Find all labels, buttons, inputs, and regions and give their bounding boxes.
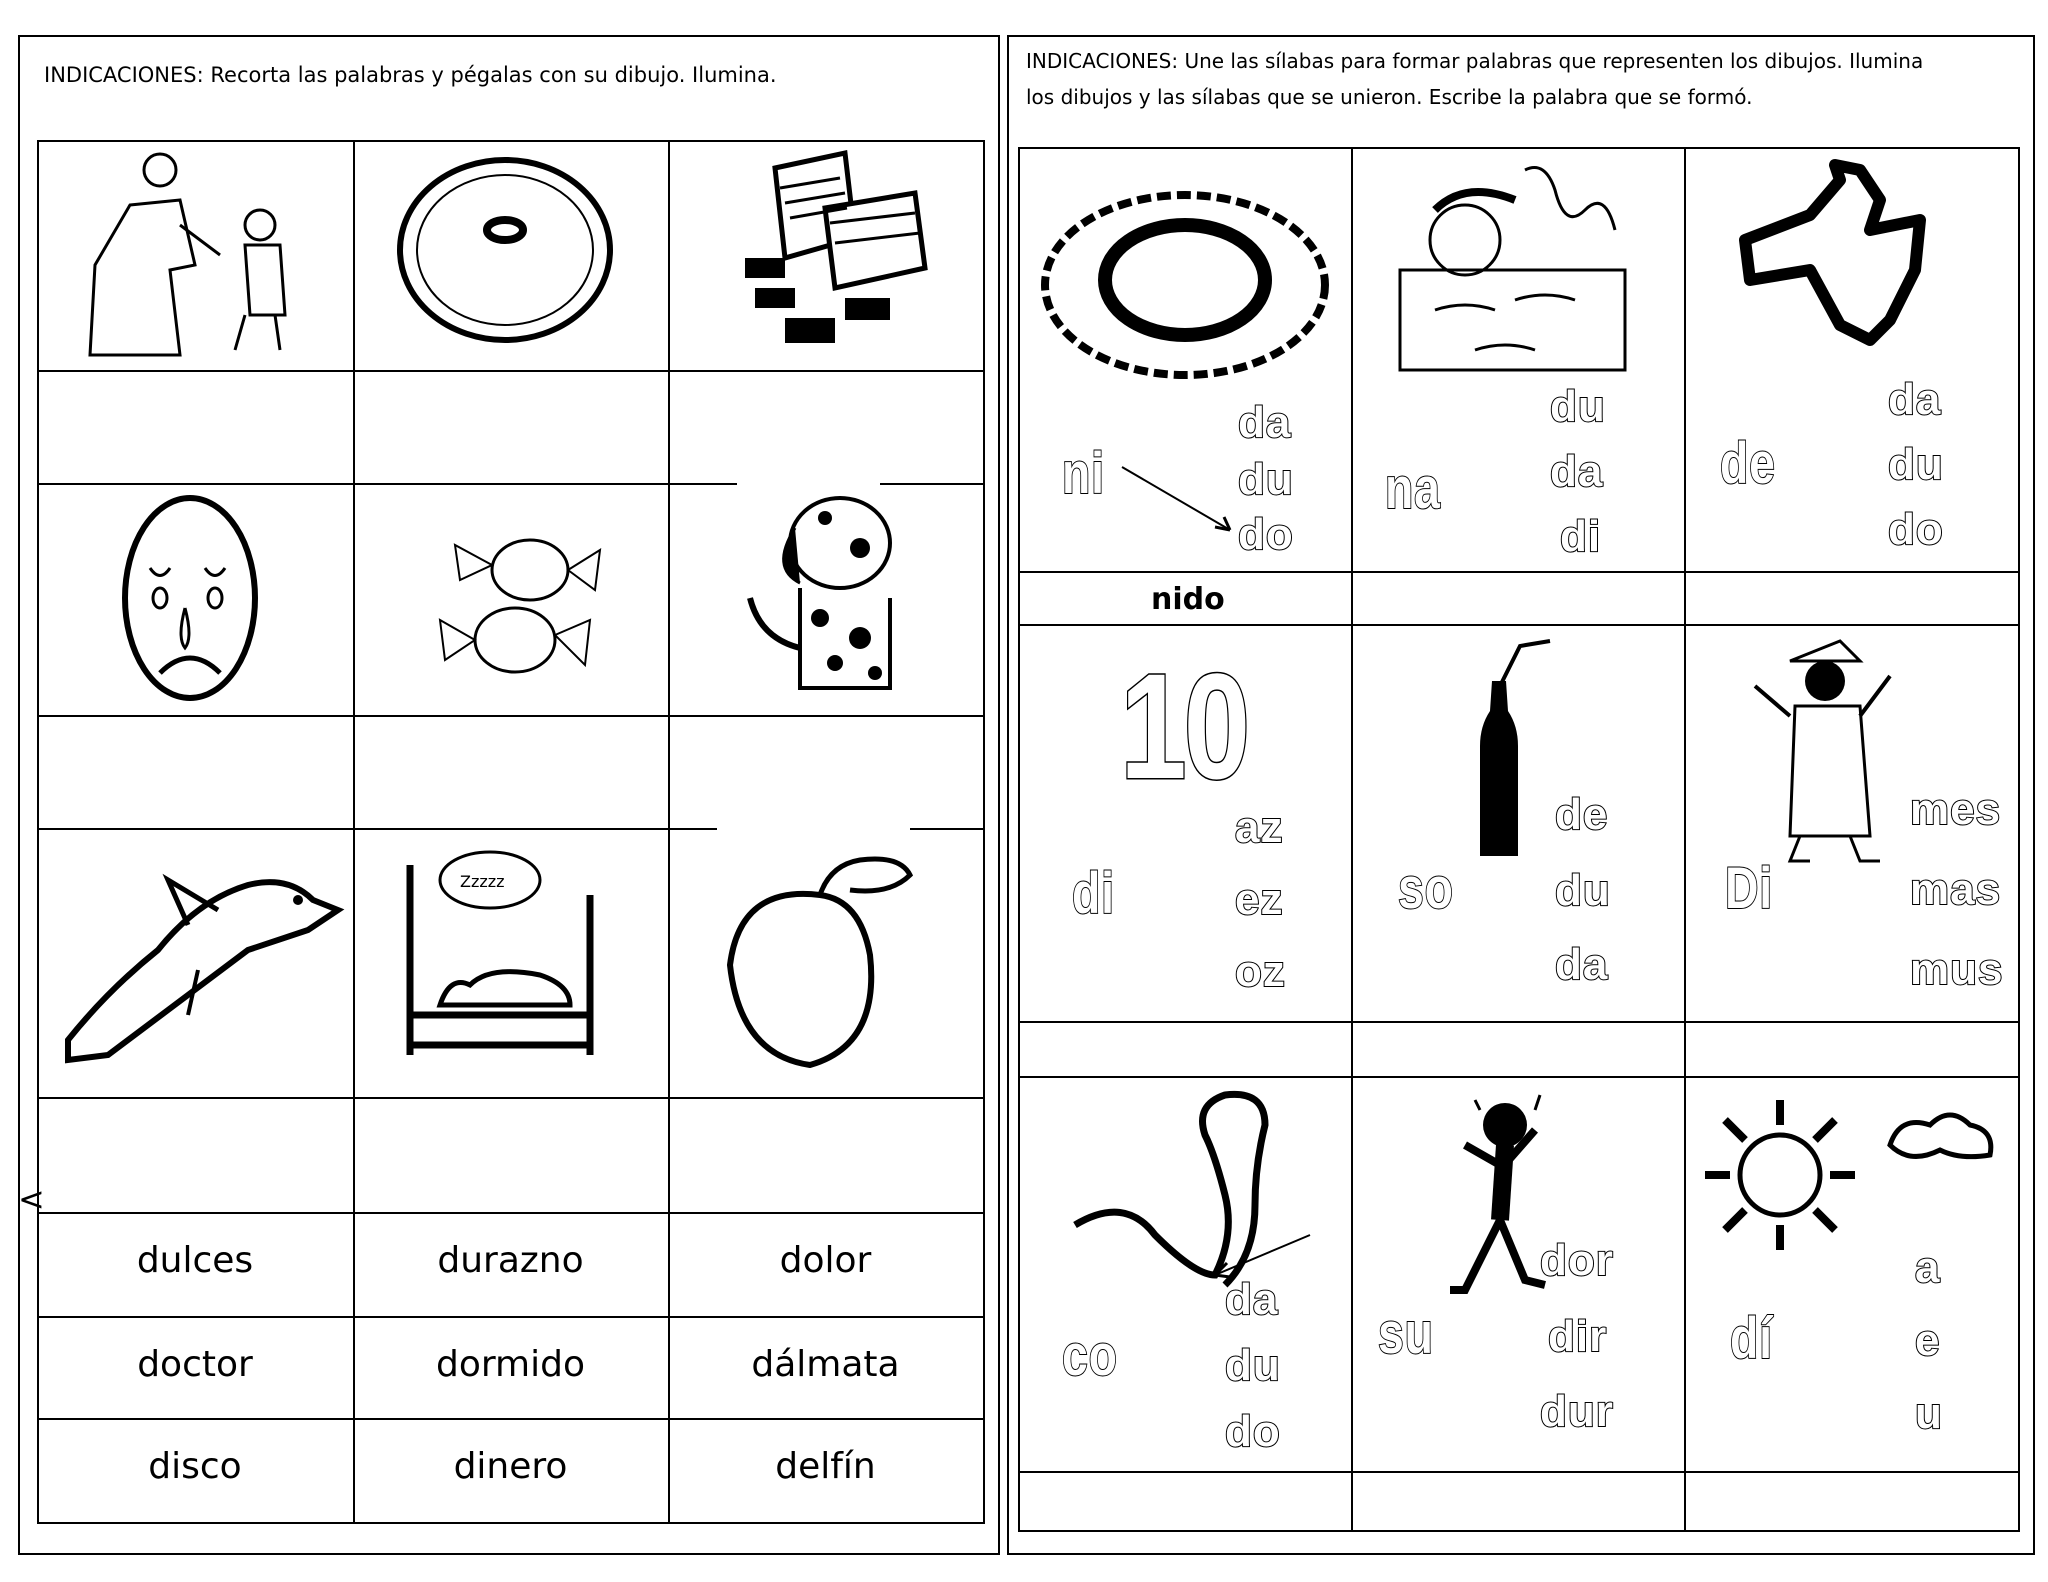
word-card[interactable]: dulces xyxy=(136,1240,254,1281)
first-syllable[interactable]: so xyxy=(1398,856,1454,921)
syllable-option[interactable]: do xyxy=(1888,505,1944,554)
syllable-option[interactable]: du xyxy=(1238,455,1294,504)
syllable-option[interactable]: di xyxy=(1560,512,1602,561)
left-instructions: INDICACIONES: Recorta las palabras y pégalas con su dibujo. Ilumina. xyxy=(44,63,777,87)
syllable-option[interactable]: da xyxy=(1555,940,1609,989)
dulces-picture xyxy=(435,520,605,690)
syllable-option[interactable]: mes xyxy=(1910,785,2002,834)
disco-picture xyxy=(395,150,625,350)
first-syllable[interactable]: co xyxy=(1062,1323,1118,1388)
delfin-picture xyxy=(48,840,348,1070)
syllable-option[interactable]: az xyxy=(1235,803,1284,852)
syllable-option[interactable]: dur xyxy=(1540,1387,1614,1436)
syllable-option[interactable]: ez xyxy=(1235,875,1284,924)
syllable-option[interactable]: da xyxy=(1550,447,1604,496)
syllable-option[interactable]: do xyxy=(1238,510,1294,559)
word-card[interactable]: durazno xyxy=(437,1240,584,1281)
syllable-option[interactable]: da xyxy=(1225,1275,1279,1324)
doctor-picture xyxy=(70,145,300,360)
dolor-picture xyxy=(115,488,265,708)
syllable-option[interactable]: do xyxy=(1225,1407,1281,1456)
syllable-option[interactable]: dor xyxy=(1540,1236,1614,1285)
syllable-option[interactable]: de xyxy=(1555,790,1609,839)
syllable-option[interactable]: u xyxy=(1915,1389,1943,1438)
syllable-option[interactable]: da xyxy=(1238,398,1292,447)
durazno-picture xyxy=(720,845,920,1070)
syllable-option[interactable]: da xyxy=(1888,375,1942,424)
syllable-option[interactable]: mas xyxy=(1910,865,2002,914)
syllable-option[interactable]: a xyxy=(1915,1243,1941,1292)
word-card[interactable]: dormido xyxy=(436,1344,585,1385)
dia-picture xyxy=(1700,1095,2000,1255)
right-instructions-line1: INDICACIONES: Une las sílabas para formar palabras que representen los dibujos. Ilumina xyxy=(1026,49,1924,73)
nadador-picture xyxy=(1395,150,1645,375)
dalmata-picture xyxy=(740,488,920,708)
nido-picture xyxy=(1040,185,1330,385)
syllable-option[interactable]: du xyxy=(1550,382,1606,431)
syllable-option[interactable]: mus xyxy=(1910,945,2004,994)
syllable-option[interactable]: du xyxy=(1888,440,1944,489)
first-syllable[interactable]: Di xyxy=(1725,856,1773,921)
syllable-option[interactable]: oz xyxy=(1235,947,1286,996)
word-card[interactable]: doctor xyxy=(137,1344,253,1385)
first-syllable[interactable]: su xyxy=(1378,1301,1434,1366)
word-card[interactable]: dálmata xyxy=(751,1344,900,1385)
first-syllable[interactable]: dí xyxy=(1730,1306,1773,1371)
disfraz-picture xyxy=(1750,636,1900,866)
syllable-option[interactable]: du xyxy=(1225,1341,1281,1390)
word-card[interactable]: delfín xyxy=(775,1446,876,1487)
word-card[interactable]: dolor xyxy=(779,1240,872,1281)
dinero-picture xyxy=(735,148,935,358)
first-syllable[interactable]: ni xyxy=(1062,441,1105,506)
first-syllable[interactable]: de xyxy=(1720,431,1776,496)
codo-picture xyxy=(1065,1085,1365,1295)
word-card[interactable]: dinero xyxy=(453,1446,568,1487)
dedo-picture xyxy=(1740,160,1940,350)
first-syllable[interactable]: na xyxy=(1385,456,1441,521)
syllable-option[interactable]: e xyxy=(1915,1316,1941,1365)
answer-field[interactable]: nido xyxy=(1151,582,1225,617)
word-card[interactable]: disco xyxy=(148,1446,242,1487)
diez-number: 10 xyxy=(1120,642,1248,810)
first-syllable[interactable]: di xyxy=(1072,861,1115,926)
right-instructions-line2: los dibujos y las sílabas que se unieron. Escribe la palabra que se formó. xyxy=(1026,85,1753,109)
sleep-zzz: Zzzzz xyxy=(460,872,505,891)
syllable-option[interactable]: dir xyxy=(1548,1312,1608,1361)
syllable-option[interactable]: du xyxy=(1555,866,1611,915)
cut-mark: < xyxy=(18,1180,45,1218)
dormido-picture xyxy=(400,845,610,1060)
connector-arrow xyxy=(1120,465,1240,540)
